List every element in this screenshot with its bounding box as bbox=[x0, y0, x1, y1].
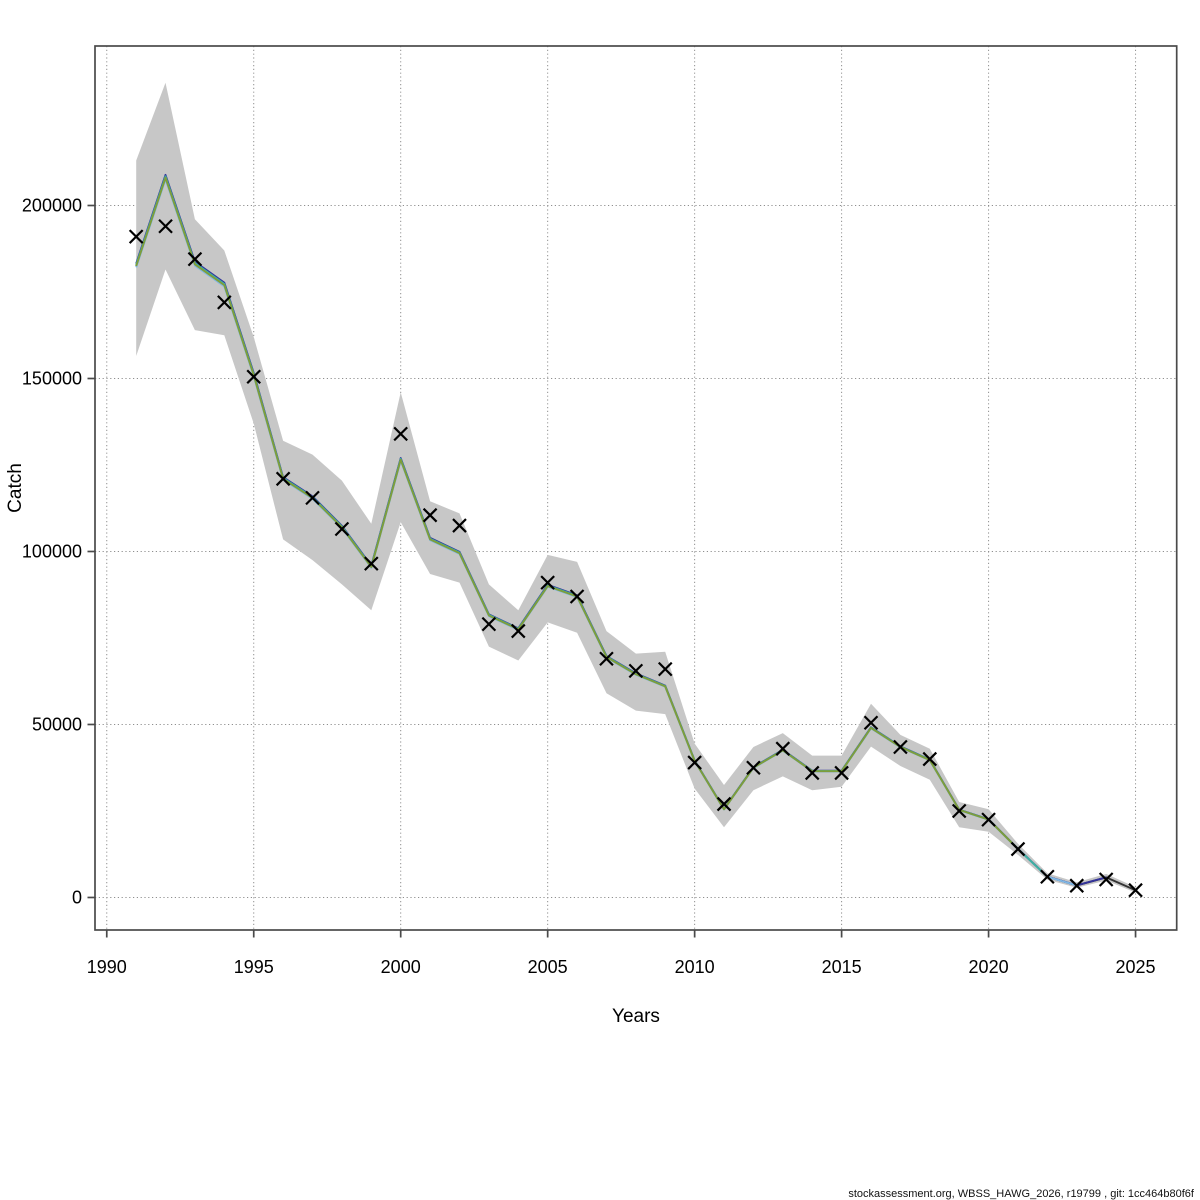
x-axis-title: Years bbox=[612, 1006, 660, 1027]
x-tick-label-1995: 1995 bbox=[233, 957, 274, 977]
y-tick-label-50000: 50000 bbox=[31, 714, 82, 735]
x-tick-label-2020: 2020 bbox=[968, 957, 1009, 977]
gridlines bbox=[95, 46, 1177, 930]
confidence-band bbox=[136, 83, 1135, 893]
y-axis-title: Catch bbox=[5, 463, 26, 513]
observed-markers bbox=[130, 220, 1142, 897]
confidence-band-polygon bbox=[136, 83, 1135, 893]
x-tick-label-2015: 2015 bbox=[821, 957, 862, 977]
footer-credit: stockassessment.org, WBSS_HAWG_2026, r19799 , git: 1cc464b80f6f bbox=[848, 1188, 1194, 1200]
y-tick-label-150000: 150000 bbox=[21, 368, 82, 389]
x-tick-label-2025: 2025 bbox=[1115, 957, 1156, 977]
x-tick-label-2000: 2000 bbox=[380, 957, 421, 977]
x-tick-label-2010: 2010 bbox=[674, 957, 715, 977]
plot-box bbox=[95, 46, 1177, 930]
y-tick-label-200000: 200000 bbox=[21, 195, 82, 216]
x-tick-label-1990: 1990 bbox=[86, 957, 127, 977]
y-tick-label-100000: 100000 bbox=[21, 541, 82, 562]
x-tick-label-2005: 2005 bbox=[527, 957, 568, 977]
y-tick-label-0: 0 bbox=[71, 887, 82, 908]
fit-line-retro-peel-2022 bbox=[136, 176, 1047, 876]
plot-frame bbox=[95, 46, 1177, 930]
